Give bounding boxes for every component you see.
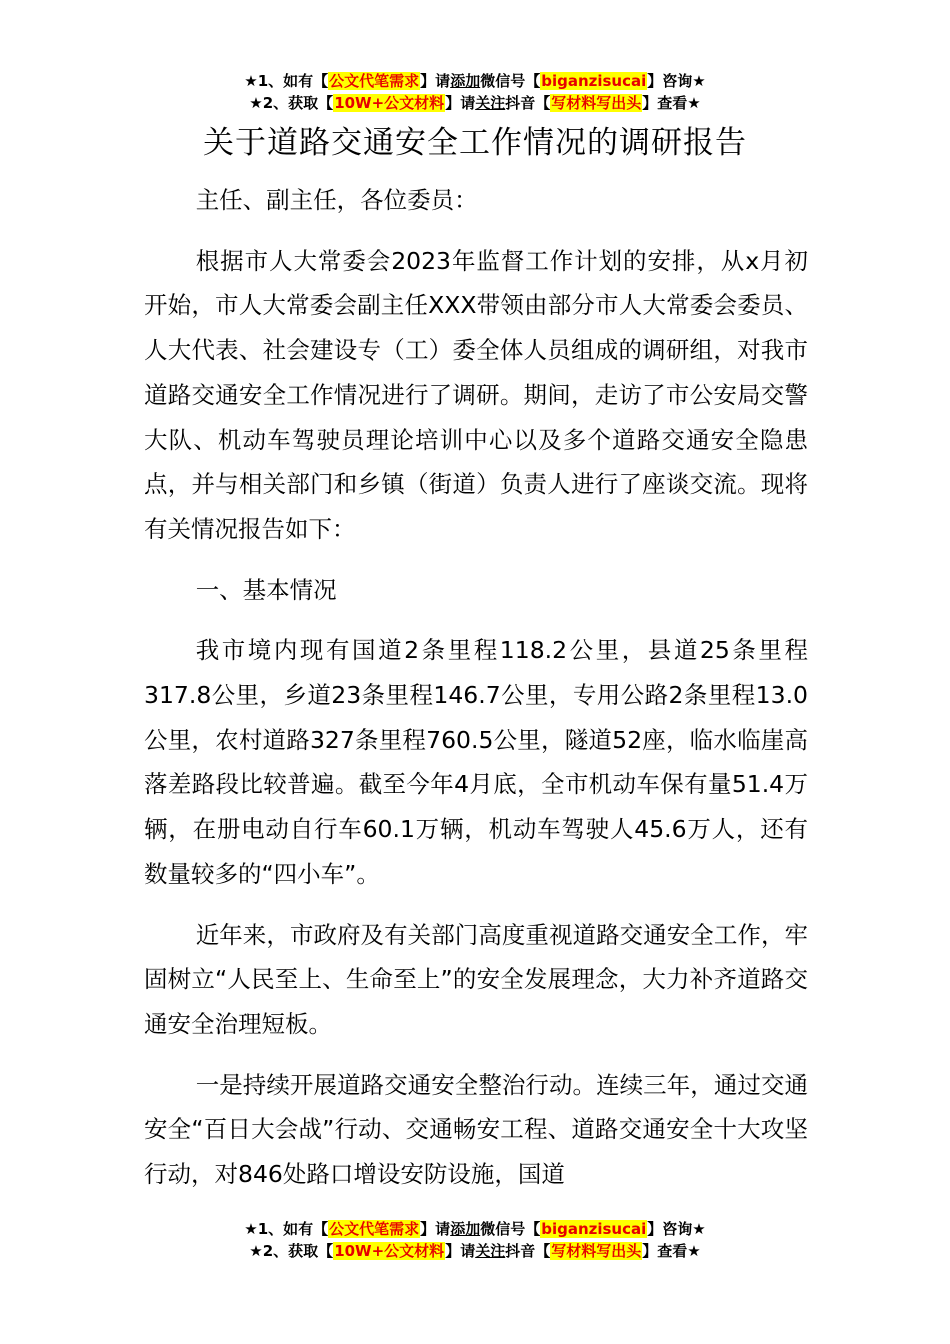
paragraph: 我市境内现有国道2条里程118.2公里，县道25条里程317.8公里，乡道23条里程146.7公里，专用公路2条里程13.0公里，农村道路327条里程760.5公里，隧道52座，临水临崖高落差路段比较普遍。截至今年4月底，全市机动车保有量51.4万辆，在册电动自行车60.1万辆，机动车驾驶人45.6万人，还有数量较多的“四小车”。 [144, 636, 808, 888]
banner-text: 微信号【 [480, 72, 541, 90]
banner-highlight: 公文代笔需求 [329, 1220, 420, 1238]
banner-highlight: 10W+公文材料 [334, 1242, 445, 1260]
banner-line-1 [0, 70, 950, 92]
banner-text: 】查看★ [642, 1242, 701, 1260]
paragraph: 一是持续开展道路交通安全整治行动。连续三年，通过交通安全“百日大会战”行动、交通畅安工程、道路交通安全十大攻坚行动，对846处路口增设安防设施，国道 [144, 1070, 808, 1189]
banner-highlight: 10W+公文材料 [334, 94, 445, 112]
banner-douyin-id: 写材料写出头 [551, 94, 642, 112]
paragraph: 根据市人大常委会2023年监督工作计划的安排，从x月初开始，市人大常委会副主任XXX带领由部分市人大常委会委员、人大代表、社会建设专（工）委全体人员组成的调研组，对我市道路交通安全工作情况进行了调研。期间，走访了市公安局交警大队、机动车驾驶员理论培训中心以及多个道路交通安全隐患点，并与相关部门和乡镇（街道）负责人进行了座谈交流。现将有关情况报告如下： [144, 246, 808, 543]
banner-line-1 [0, 1218, 950, 1240]
banner-emphasis: 关注 [475, 94, 506, 112]
banner-text: 】请 [445, 94, 476, 112]
banner-douyin-id: 写材料写出头 [551, 1242, 642, 1260]
banner-emphasis: 添加 [450, 72, 481, 90]
paragraph: 近年来，市政府及有关部门高度重视道路交通安全工作，牢固树立“人民至上、生命至上”的安全发展理念，大力补齐道路交通安全治理短板。 [144, 920, 808, 1038]
document-body [144, 178, 808, 1213]
banner-line-2 [0, 1240, 950, 1262]
banner-text: 抖音【 [505, 94, 551, 112]
banner-wechat-id: biganzisucai [541, 1220, 647, 1238]
top-promo-banner [0, 70, 950, 114]
banner-line-2 [0, 92, 950, 114]
banner-text: 】咨询★ [647, 1220, 706, 1238]
salutation: 主任、副主任，各位委员： [195, 186, 478, 214]
banner-wechat-id: biganzisucai [541, 72, 647, 90]
banner-text: ★1、如有【 [244, 1220, 329, 1238]
banner-emphasis: 关注 [475, 1242, 506, 1260]
banner-text: 抖音【 [505, 1242, 551, 1260]
banner-text: 】查看★ [642, 94, 701, 112]
banner-emphasis: 添加 [450, 1220, 481, 1238]
banner-text: 微信号【 [480, 1220, 541, 1238]
banner-text: ★2、获取【 [249, 1242, 334, 1260]
document-title: 关于道路交通安全工作情况的调研报告 [203, 125, 747, 161]
section-heading: 一、基本情况 [195, 575, 337, 604]
banner-text: 】请 [445, 1242, 476, 1260]
banner-text: 】请 [420, 72, 451, 90]
banner-text: ★2、获取【 [249, 94, 334, 112]
bottom-promo-banner [0, 1218, 950, 1262]
banner-text: 】咨询★ [647, 72, 706, 90]
banner-text: ★1、如有【 [244, 72, 329, 90]
banner-highlight: 公文代笔需求 [329, 72, 420, 90]
banner-text: 】请 [420, 1220, 451, 1238]
